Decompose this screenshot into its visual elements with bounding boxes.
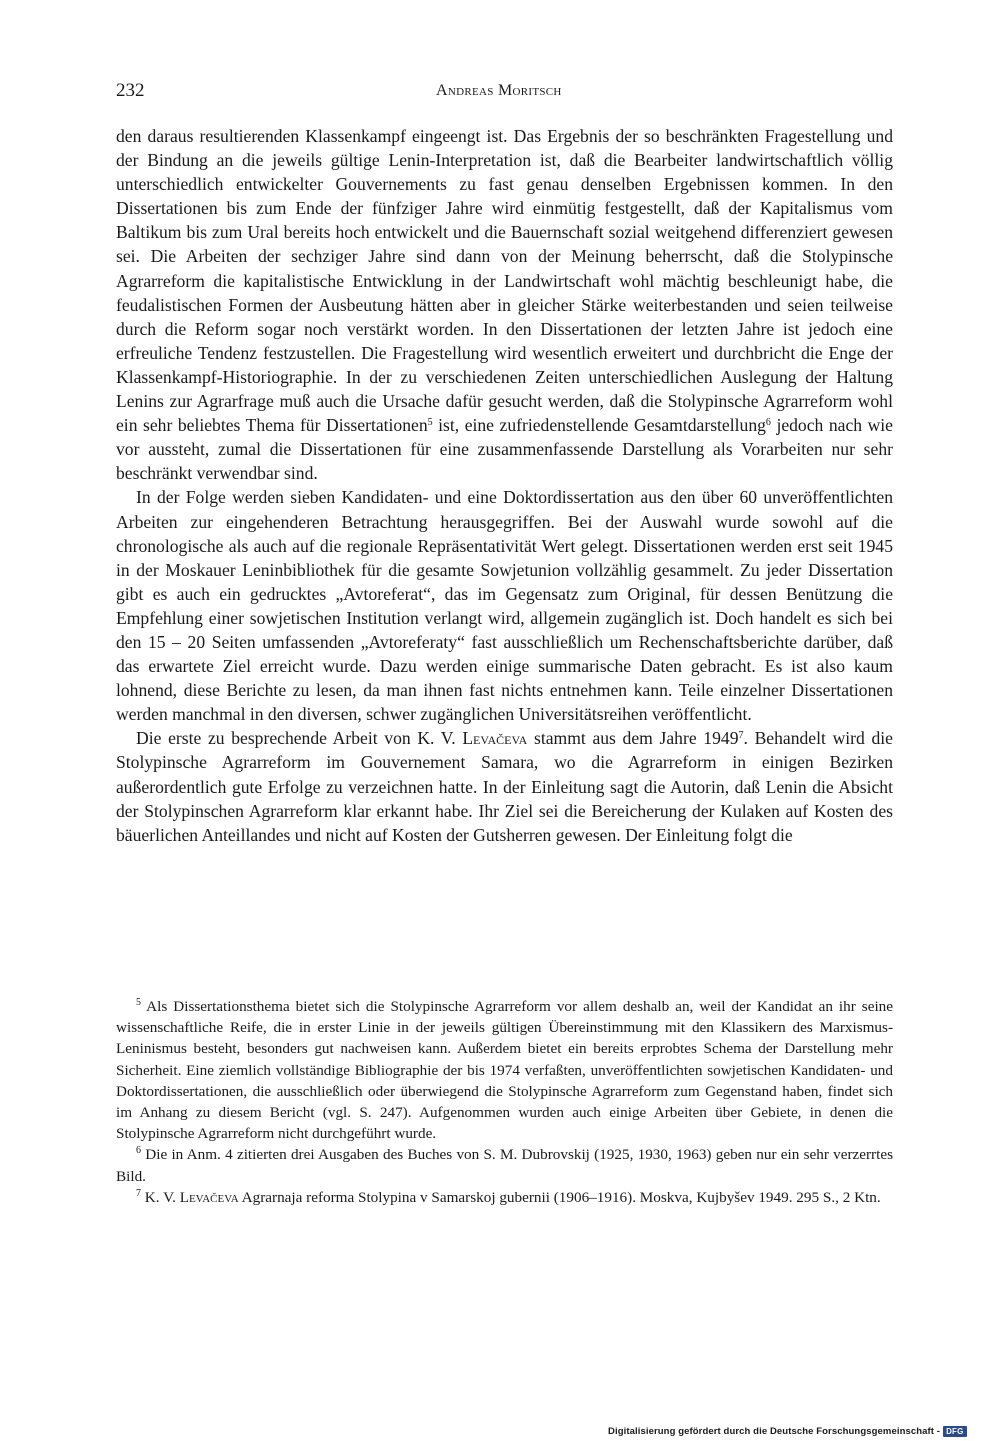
footnote-7	[116, 1187, 893, 1208]
paragraph-3-text-b: stammt aus dem Jahre 1949	[527, 728, 739, 749]
footnote-6	[116, 1144, 893, 1186]
running-title: Andreas Moritsch	[436, 82, 562, 99]
paragraph-1-text-a: den daraus resultierenden Klassenkampf eingeengt ist. Das Ergebnis der so beschränkten Fragestellung und der Bindung an die jeweils gültige Lenin-Interpretation ist, daß die Bearbeiter landwirtschaftlich völlig unterschiedlich entwickelter Gouvernements zu fast genau denselben Ergebnissen kommen. In den Dissertationen bis zum Ende der fünfziger Jahre wird einmütig festgestellt, daß der Kapitalismus vom Baltikum bis zum Ural bereits hoch entwickelt und die Bauernschaft sozial weitgehend differenziert gewesen sei. Die Arbeiten der sechziger Jahre sind dann von der Meinung beherrscht, daß die Stolypinsche Agrarreform die kapitalistische Entwicklung in der Landwirtschaft wohl mächtig beschleunigt habe, die feudalistischen Formen der Ausbeutung hätten aber in gleicher Stärke weiterbestanden und seien teilweise durch die Reform sogar noch verstärkt worden. In den Dissertationen der letzten Jahre ist jedoch eine erfreuliche Tendenz festzustellen. Die Fragestellung wird wesentlich erweitert und durchbricht die Enge der Klassenkampf-Historiographie. In der zu verschiedenen Zeiten unterschiedlichen Auslegung der Haltung Lenins zur Agrarfrage muß auch die Ursache dafür gesucht werden, daß die Stolypinsche Agrarreform wohl ein sehr beliebtes Thema für Dissertationen	[116, 126, 893, 436]
paragraph-1-text-b: ist, eine zufriedenstellende Gesamtdarstellung	[432, 415, 766, 436]
footnote-7-author: Levačeva	[179, 1188, 239, 1206]
footnote-7-mark: 7	[136, 1187, 141, 1199]
paragraph-3	[116, 726, 893, 846]
body-text	[116, 124, 893, 847]
footnote-5-text: Als Dissertationsthema bietet sich die Stolypinsche Agrarreform vor allem deshalb an, weil der Kandidat an ihr seine wissenschaftliche Reife, die in erster Linie in der jeweils gültigen Übereinstimmung mit den Klassikern des Marxismus-Leninismus besteht, besonders gut nachweisen kann. Außerdem bietet ein bereits erprobtes Schema der Darstellung mehr Sicherheit. Eine ziemlich vollständige Bibliographie der bis 1974 verfaßten, unveröffentlichten sowjetischen Kandidaten- und Doktordissertationen, die ausschließlich oder überwiegend die Stolypinsche Agrarreform zum Gegenstand haben, findet sich im Anhang zu diesem Bericht (vgl. S. 247). Aufgenommen wurden auch einige Arbeiten über Gebiete, in denen die Stolypinsche Agrarreform nicht durchgeführt wurde.	[116, 998, 893, 1143]
running-head	[116, 80, 894, 104]
footnote-ref-5: 5	[427, 417, 433, 429]
footnote-ref-6: 6	[765, 417, 771, 429]
paragraph-3-text-c: . Behandelt wird die Stolypinsche Agrarreform im Gouvernement Samara, wo die Agrarreform in einigen Bezirken außerordentlich gute Erfolge zu verzeichnen hatte. In der Einleitung sagt die Autorin, daß Lenin die Absicht der Stolypinschen Agrarreform klar erkannt habe. Ihr Ziel sei die Bereicherung der Kulaken auf Kosten des bäuerlichen Anteillandes und nicht auf Kosten der Gutsherren gewesen. Der Einleitung folgt die	[116, 728, 893, 845]
footnote-ref-7: 7	[738, 730, 744, 742]
paragraph-3-text-a: Die erste zu besprechende Arbeit von K. V.	[136, 728, 463, 749]
footnote-5	[116, 996, 893, 1144]
page-number: 232	[116, 80, 145, 101]
dfg-logo: DFG	[943, 1426, 967, 1437]
paragraph-2: In der Folge werden sieben Kandidaten- und eine Doktordissertation aus den über 60 unveröffentlichten Arbeiten zur eingehenderen Betrachtung herausgegriffen. Bei der Auswahl wurde sowohl auf die chronologische als auch auf die regionale Repräsentativität Wert gelegt. Dissertationen werden erst seit 1945 in der Moskauer Leninbibliothek für die gesamte Sowjetunion vollzählig gesammelt. Zu jeder Dissertation gibt es auch ein gedrucktes „Avtoreferat“, das im Gegensatz zum Original, für dessen Benützung die Empfehlung einer sowjetischen Institution verlangt wird, allgemein zugänglich ist. Doch handelt es sich bei den 15 – 20 Seiten umfassenden „Avtoreferaty“ fast ausschließlich um Rechenschaftsberichte darüber, daß das erwartete Ziel erreicht wurde. Dazu werden einige summarische Daten gebracht. Es ist also kaum lohnend, diese Berichte zu lesen, da man ihnen fast nichts entnehmen kann. Teile einzelner Dissertationen werden manchmal in den diversen, schwer zugänglichen Universitätsreihen veröffentlicht.	[116, 487, 893, 725]
paragraph-1-text-c: jedoch nach wie vor aussteht, zumal die Dissertationen für eine zusammenfassende Darstellung als Vorarbeiten nur sehr beschränkt verwendbar sind.	[116, 415, 893, 484]
footnote-6-text: Die in Anm. 4 zitierten drei Ausgaben des Buches von S. M. Dubrovskij (1925, 1930, 1963) geben nur ein sehr verzerrtes Bild.	[116, 1146, 893, 1185]
credit-text: Digitalisierung gefördert durch die Deutsche Forschungsgemeinschaft -	[608, 1425, 941, 1437]
footnote-6-mark: 6	[136, 1145, 141, 1157]
digitization-credit	[608, 1424, 967, 1438]
footnote-7-text-b: Agrarnaja reforma Stolypina v Samarskoj gubernii (1906–1916). Moskva, Kujbyšev 1949. 295 S., 2 Ktn.	[238, 1188, 881, 1206]
paragraph-1	[116, 124, 893, 485]
footnote-7-text-a: K. V.	[141, 1188, 180, 1206]
author-name: Levačeva	[462, 728, 528, 749]
footnotes	[116, 996, 893, 1208]
footnote-5-mark: 5	[136, 997, 141, 1008]
